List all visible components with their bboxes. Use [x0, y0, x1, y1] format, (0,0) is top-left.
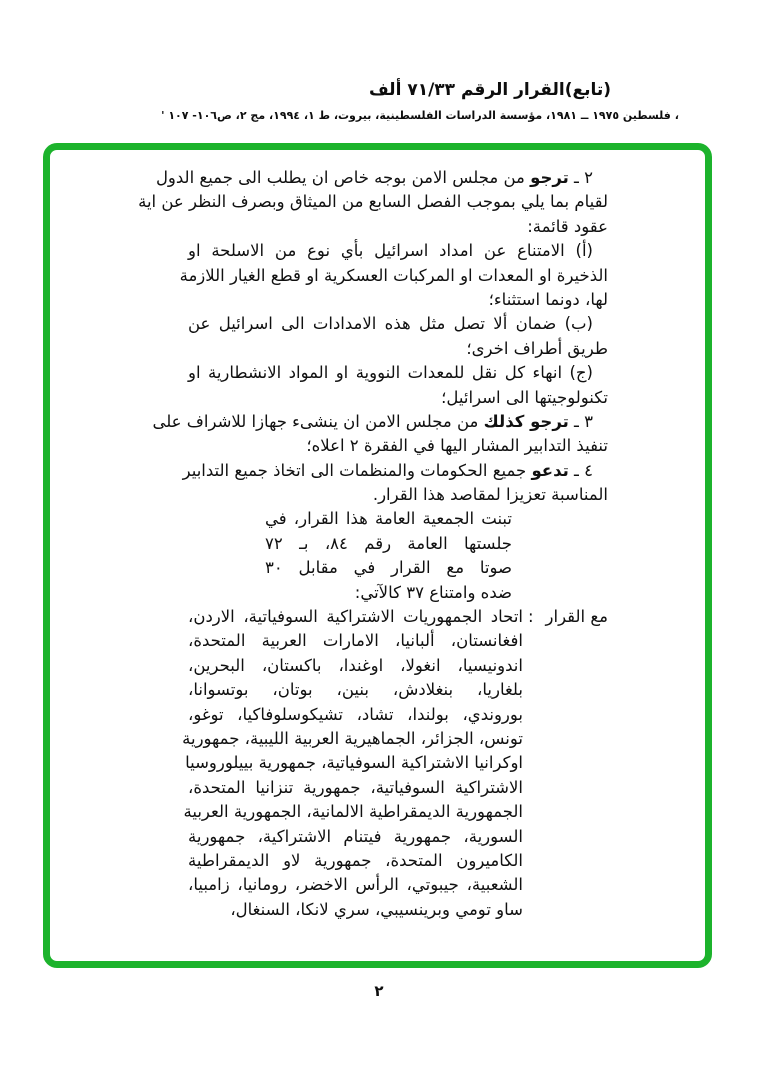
text-line: [188, 386, 608, 410]
text-segment: ٤ ـ: [568, 460, 593, 480]
text-line: [188, 239, 608, 263]
text-segment: السورية، جمهورية فيتنام الاشتراكية، جمهورية: [188, 826, 523, 846]
text-line: [182, 727, 523, 751]
text-line: [152, 410, 608, 434]
text-line: [188, 361, 608, 385]
text-segment: من مجلس الامن ان ينشىء جهازا للاشراف على: [152, 411, 484, 431]
text-line: [265, 532, 512, 556]
vote-label-colon: :: [528, 607, 534, 627]
text-line: [188, 703, 523, 727]
text-line: [188, 288, 608, 312]
text-segment: اندونيسيا، انغولا، اوغندا، باكستان، البحرين،: [188, 655, 523, 675]
text-segment: الجمهورية الديمقراطية الالمانية، الجمهورية العربية: [183, 802, 523, 822]
operative-paragraph-2: [138, 166, 608, 239]
vote-country-list: [182, 605, 523, 922]
text-line: [183, 800, 523, 824]
subparagraph-c: [188, 361, 608, 410]
text-segment: الشعبية، جيبوتي، الرأس الاخضر، رومانيا، زامبيا،: [188, 875, 523, 895]
text-line: [182, 459, 608, 483]
text-line: [188, 654, 523, 678]
text-line: [265, 556, 512, 580]
text-segment: (ب) ضمان ألا تصل مثل هذه الامدادات الى اسرائيل عن: [188, 314, 593, 334]
text-segment: تبنت الجمعية العامة هذا القرار، في: [265, 509, 512, 529]
text-segment: لقيام بما يلي بموجب الفصل السابع من الميثاق وبصرف النظر عن اية: [138, 192, 608, 212]
bold-text-segment: ترجو: [530, 168, 569, 187]
document-title: (تابع)القرار الرقم ٧١/٣٣ ألف: [368, 80, 612, 100]
source-citation-line: ، فلسطين ١٩٧٥ ــ ١٩٨١، مؤسسة الدراسات الفلسطينية، بيروت، ط ١، ١٩٩٤، مج ٢، ص١٠٦- ١٠٧ ': [161, 109, 679, 122]
text-segment: لها، دونما استثناء؛: [488, 289, 608, 309]
operative-paragraph-4: [182, 459, 608, 508]
text-line: [265, 581, 512, 605]
text-segment: تنفيذ التدابير المشار اليها في الفقرة ٢ اعلاه؛: [306, 436, 608, 456]
text-segment: جلستها العامة رقم ٨٤، بـ ٧٢: [265, 533, 512, 553]
text-line: [188, 678, 523, 702]
text-segment: (أ) الامتناع عن امداد اسرائيل بأي نوع من الاسلحة او: [188, 241, 593, 261]
text-line: [188, 312, 608, 336]
bold-text-segment: ترجو كذلك: [483, 411, 569, 431]
text-segment: بوروندي، بولندا، تشاد، تشيكوسلوفاكيا، توغو،: [188, 704, 523, 724]
text-line: [185, 751, 523, 775]
text-segment: الاشتراكية السوفياتية، جمهورية تنزانيا المتحدة،: [188, 777, 523, 797]
text-line: [188, 629, 523, 653]
text-line: [188, 898, 523, 922]
adoption-note: [265, 507, 512, 605]
text-segment: ضده وامتناع ٣٧ كالآتي:: [354, 582, 512, 602]
text-line: [188, 776, 523, 800]
vote-label-text: مع القرار: [545, 607, 608, 627]
text-segment: تكنولوجيتها الى اسرائيل؛: [441, 387, 608, 407]
text-segment: جميع الحكومات والمنظمات الى اتخاذ جميع التدابير: [182, 460, 532, 480]
text-segment: ٣ ـ: [568, 411, 593, 431]
text-line: [188, 434, 608, 458]
text-segment: اتحاد الجمهوريات الاشتراكية السوفياتية، الاردن،: [188, 607, 523, 627]
subparagraph-b: [188, 312, 608, 361]
text-line: [188, 605, 523, 629]
bold-text-segment: تدعو: [531, 460, 569, 480]
text-line: [155, 166, 608, 190]
text-segment: صوتا مع القرار في مقابل ٣٠: [265, 558, 512, 578]
text-segment: اوكرانيا الاشتراكية السوفياتية، جمهورية بييلوروسيا: [185, 753, 523, 773]
text-segment: ٢ ـ: [568, 168, 593, 187]
text-line: [188, 825, 523, 849]
text-line: [188, 483, 608, 507]
text-segment: (ج) انهاء كل نقل للمعدات النووية او المواد الانشطارية او: [188, 363, 593, 383]
text-line: [265, 507, 512, 531]
text-segment: طريق أطراف اخرى؛: [466, 338, 608, 358]
text-line: [188, 873, 523, 897]
text-segment: الكاميرون المتحدة، جمهورية لاو الديمقراطية: [188, 850, 523, 870]
text-segment: الذخيرة او المعدات او المركبات العسكرية او قطع الغيار اللازمة: [179, 265, 608, 285]
text-segment: بلغاريا، بنغلادش، بنين، بوتان، بوتسوانا،: [188, 680, 523, 700]
operative-paragraph-3: [152, 410, 608, 459]
text-segment: افغانستان، ألبانيا، الامارات العربية المتحدة،: [188, 631, 523, 651]
page-number: ٢: [374, 982, 384, 1000]
text-line: [188, 337, 608, 361]
text-line: [188, 215, 608, 239]
text-line: [179, 264, 608, 288]
subparagraph-a: [179, 239, 608, 312]
vote-label: [528, 605, 608, 629]
text-segment: عقود قائمة:: [527, 216, 608, 236]
text-line: [188, 849, 523, 873]
text-segment: من مجلس الامن بوجه خاص ان يطلب الى جميع الدول: [155, 168, 531, 187]
text-segment: المناسبة تعزيزا لمقاصد هذا القرار.: [372, 485, 608, 505]
vote-with-resolution: [182, 605, 608, 922]
text-line: [138, 190, 608, 214]
text-segment: تونس، الجزائر، الجماهيرية العربية الليبية، جمهورية: [182, 728, 523, 748]
text-segment: ساو تومي وبرينسيبي، سري لانكا، السنغال،: [230, 899, 523, 919]
document-body: [138, 166, 608, 922]
